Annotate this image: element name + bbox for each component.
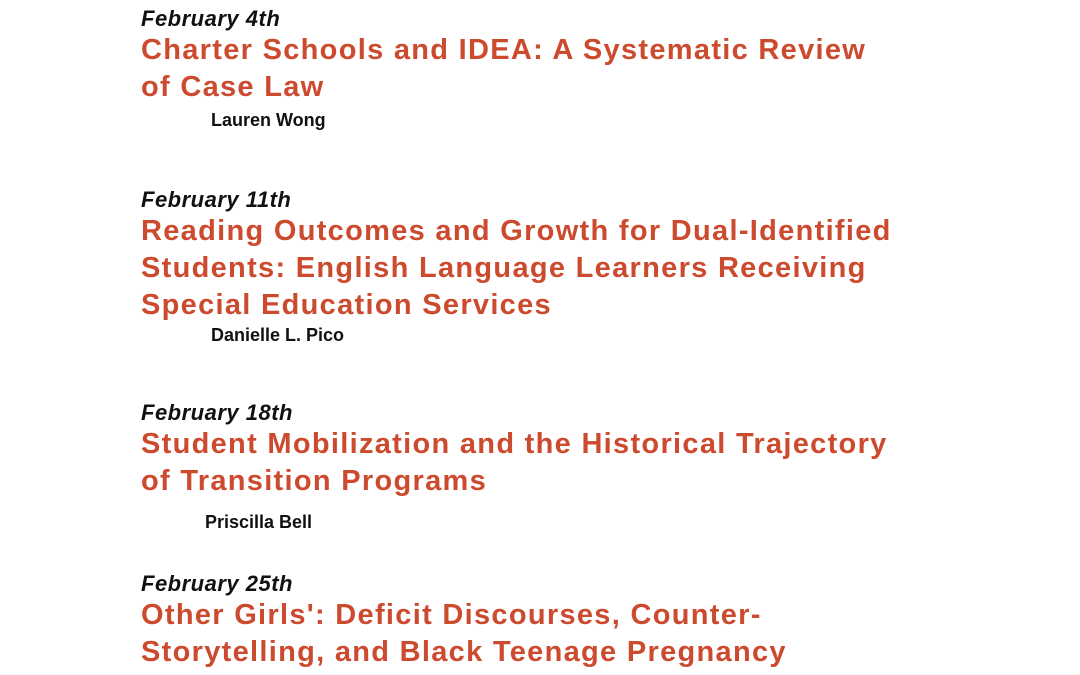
entry-author: Priscilla Bell <box>205 512 313 532</box>
entry-title-line: Charter Schools and IDEA: A Systematic Review <box>141 34 867 66</box>
entry-title <box>141 32 1041 106</box>
entry-title-line: Other Girls': Deficit Discourses, Counter- <box>141 599 762 631</box>
entry-title-line: Storytelling, and Black Teenage Pregnancy <box>141 636 787 668</box>
entry-date: February 4th <box>141 6 281 31</box>
schedule-entry <box>141 571 1041 671</box>
entry-title-line: Student Mobilization and the Historical Trajectory <box>141 428 888 460</box>
entry-title <box>141 213 1041 324</box>
entry-author: Danielle L. Pico <box>211 325 345 345</box>
schedule-entry <box>141 187 1041 346</box>
entry-title-line: Students: English Language Learners Receiving <box>141 252 867 284</box>
entry-author: Lauren Wong <box>211 110 326 130</box>
schedule-entry <box>141 6 1041 131</box>
entry-title <box>141 597 1041 671</box>
schedule-entry <box>141 400 1041 533</box>
entry-title <box>141 426 1041 500</box>
entry-date: February 25th <box>141 571 293 596</box>
entry-date: February 18th <box>141 400 293 425</box>
entry-title-line: of Case Law <box>141 71 325 103</box>
entry-title-line: Special Education Services <box>141 289 552 321</box>
entry-title-line: Reading Outcomes and Growth for Dual-Identified <box>141 215 892 247</box>
entry-title-line: of Transition Programs <box>141 465 488 497</box>
entry-date: February 11th <box>141 187 292 212</box>
